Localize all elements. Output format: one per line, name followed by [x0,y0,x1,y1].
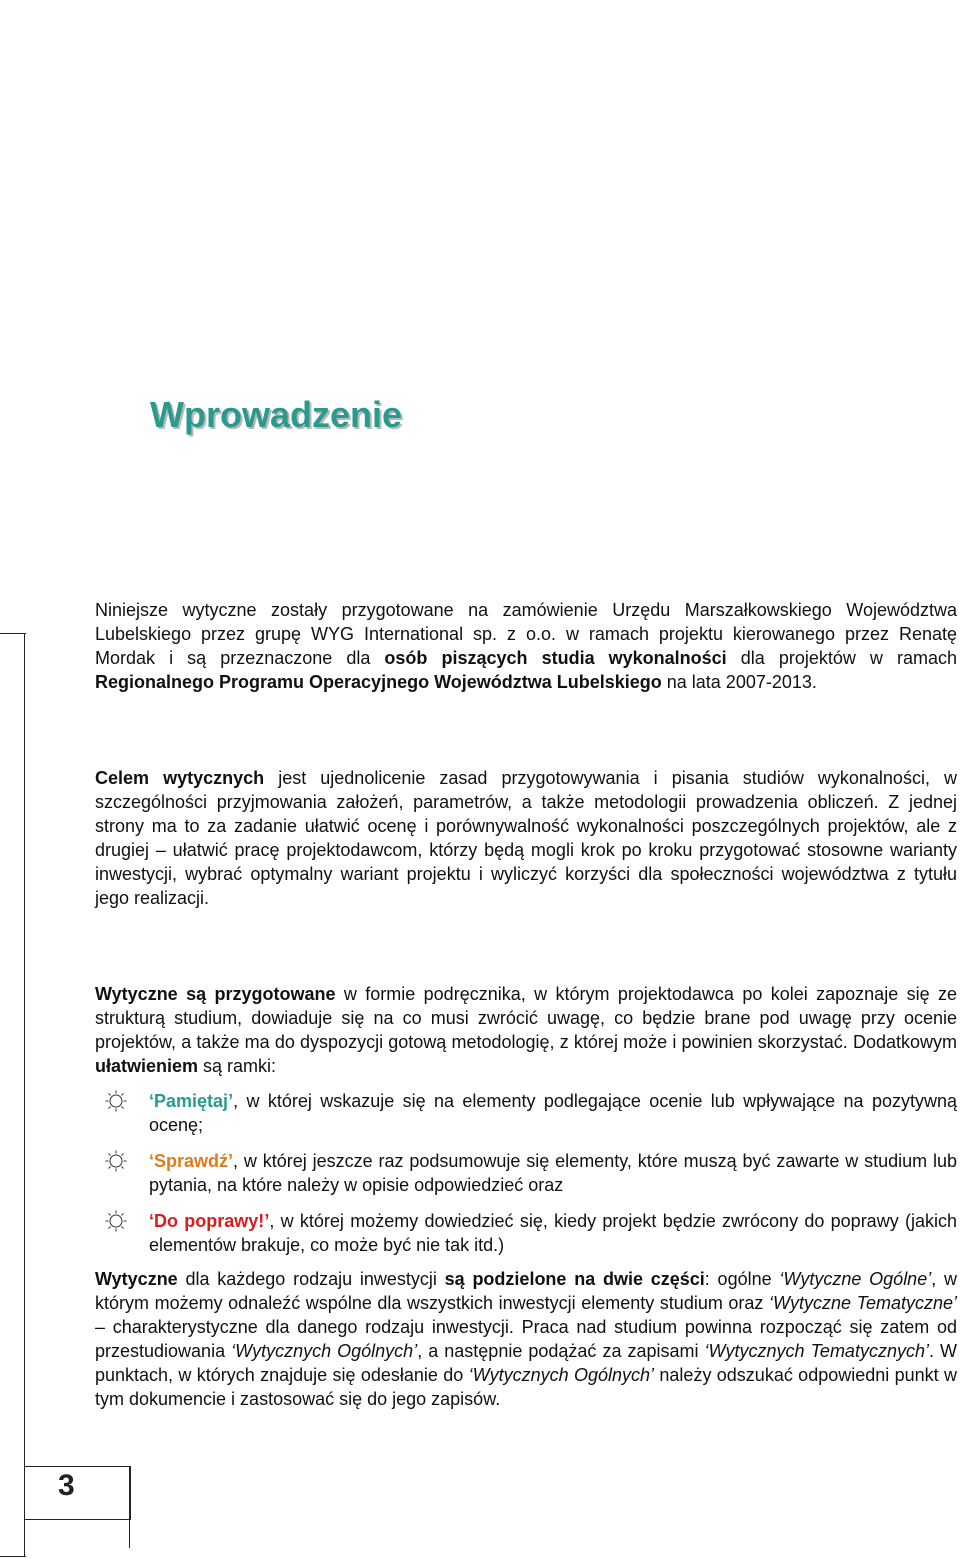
text: na lata 2007-2013. [661,672,817,692]
text: , a następnie podążać za zapisami [417,1341,705,1361]
list-item [149,1209,957,1257]
text: należy odszukać odpowiedni punkt w tym dokumencie i zastosować się do jego zapisów. [95,1365,957,1409]
italic-text: ‘Wytyczne Tematyczne’ [769,1293,957,1313]
text: jest ujednolicenie zasad przygotowywania i pisania studiów wykonalności, w szczególności przyjmowania założeń, parametrów, a także metodologii prowadzenia obliczeń. Z jednej strony ma to za zadanie ułatwić ocenę i porównywalność wykonalności poszczególnych projektów, ale z drugiej – ułatwić pracę projektodawcom, którzy będą mogli krok po kroku przygotować stosowne warianty inwestycji, wybrać optymalny wariant projektu i wyliczyć korzyści dla społeczności województwa z tytułu jego realizacji. [95,768,957,908]
text: – charakterystyczne dla danego rodzaju inwestycji. Praca nad studium powinna rozpocząć się zatem od przestudiowania [95,1317,957,1361]
text: dla każdego rodzaju inwestycji [177,1269,445,1289]
bold-text: Wytyczne są przygotowane [95,984,336,1004]
italic-text: ‘Wytycznych Ogólnych’ [468,1365,655,1385]
text: Niniejsze wytyczne zostały przygotowane na zamówienie Urzędu Marszałkowskiego Województwa Lubelskiego przez grupę WYG International sp. z o.o. w ramach projektu kierowanego przez Renatę Mordak i są przeznaczone dla [95,600,957,668]
bold-text: są podzielone na dwie części [444,1269,705,1289]
sun-icon [105,1210,127,1232]
list-item-text: , w której możemy dowiedzieć się, kiedy projekt będzie zwrócony do poprawy (jakich elementów brakuje, co może być nie tak itd.) [149,1211,957,1255]
text: w formie podręcznika, w którym projektodawca po kolei zapoznaje się ze strukturą studium, dowiaduje się na co musi zwrócić uwagę, co będzie brane pod uwagę przy ocenie projektów, a także ma do dyspozycji gotową metodologię, z której może i powinien skorzystać. Dodatkowym [95,984,957,1052]
italic-text: ‘Wytycznych Tematycznych’ [704,1341,929,1361]
structure-paragraph [95,1267,957,1411]
bold-text: Wytyczne [95,1269,178,1289]
page-number-box [24,1466,131,1520]
page-number: 3 [58,1469,75,1502]
text: dla projektów w ramach [726,648,957,668]
purpose-paragraph [95,766,957,910]
italic-text: ‘Wytyczne Ogólne’ [779,1269,932,1289]
list-item-text: , w której wskazuje się na elementy podlegające ocenie lub wpływające na pozytywną ocenę; [149,1091,957,1135]
bold-text: Celem wytycznych [95,768,265,788]
box-label: ‘Pamiętaj’ [149,1091,234,1111]
list-item-text: , w której jeszcze raz podsumowuje się elementy, które muszą być zawarte w studium lub pytania, na które należy w opisie odpowiedzieć oraz [149,1151,957,1195]
text: . W punktach, w których znajduje się odesłanie do [95,1341,957,1385]
format-paragraph [95,982,957,1078]
box-label: ‘Do poprawy!’ [149,1211,270,1231]
bold-text: Regionalnego Programu Operacyjnego Województwa Lubelskiego [95,672,662,692]
page-title: Wprowadzenie [150,394,403,435]
italic-text: ‘Wytycznych Ogólnych’ [231,1341,418,1361]
margin-tick [0,1556,26,1557]
bold-text: ułatwieniem [95,1056,199,1076]
sun-icon [105,1090,127,1112]
margin-line [24,633,25,1557]
intro-paragraph [95,598,957,694]
text: : ogólne [704,1269,780,1289]
text: , w którym możemy odnaleźć wspólne dla wszystkich inwestycji elementy studium oraz [95,1269,957,1313]
page-number-box-line [129,1466,130,1548]
list-item [149,1149,957,1197]
bold-text: osób piszących studia wykonalności [384,648,727,668]
sun-icon [105,1150,127,1172]
list-item [149,1089,957,1137]
text: są ramki: [198,1056,277,1076]
margin-tick [0,633,26,634]
box-label: ‘Sprawdź’ [149,1151,234,1171]
